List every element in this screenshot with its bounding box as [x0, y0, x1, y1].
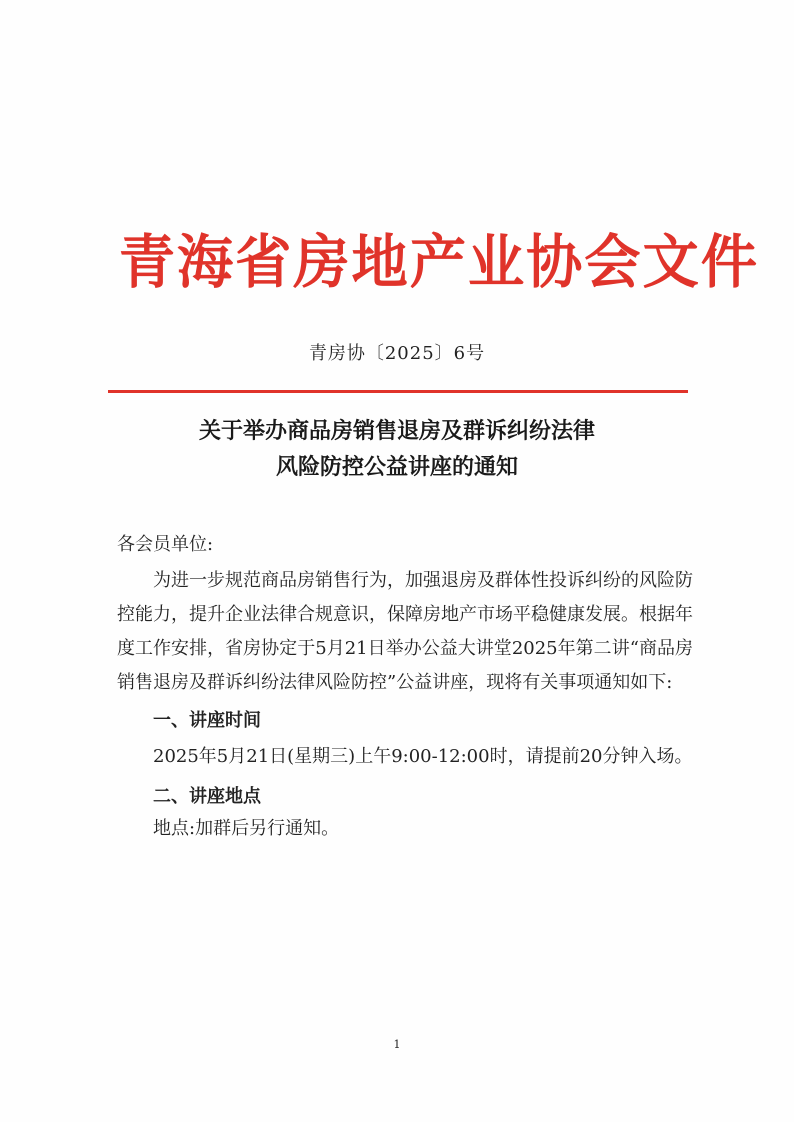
section-heading-location: 二、讲座地点	[153, 786, 261, 807]
document-number: 青房协〔2025〕6号	[308, 343, 486, 364]
red-divider-line	[108, 390, 688, 393]
salutation: 各会员单位:	[117, 534, 214, 555]
notice-body	[117, 528, 693, 844]
notice-title-line-1: 关于举办商品房销售退房及群诉纠纷法律	[198, 419, 595, 444]
page-number: 1	[393, 1038, 401, 1051]
issuer-header: 青海省房地产业协会文件	[118, 228, 759, 296]
section-text-location: 地点:加群后另行通知。	[153, 818, 340, 839]
notice-title-line-2: 风险防控公益讲座的通知	[275, 455, 518, 480]
notice-title	[0, 414, 794, 486]
section-heading-time: 一、讲座时间	[153, 710, 261, 731]
section-text-time: 2025年5月21日(星期三)上午9:00-12:00时，请提前20分钟入场。	[153, 746, 693, 767]
intro-paragraph: 为进一步规范商品房销售行为，加强退房及群体性投诉纠纷的风险防控能力，提升企业法律合规意识，保障房地产市场平稳健康发展。根据年度工作安排，省房协定于5月21日举办公益大讲堂2025年第二讲“商品房销售退房及群诉纠纷法律风险防控”公益讲座，现将有关事项通知如下:	[117, 570, 693, 693]
